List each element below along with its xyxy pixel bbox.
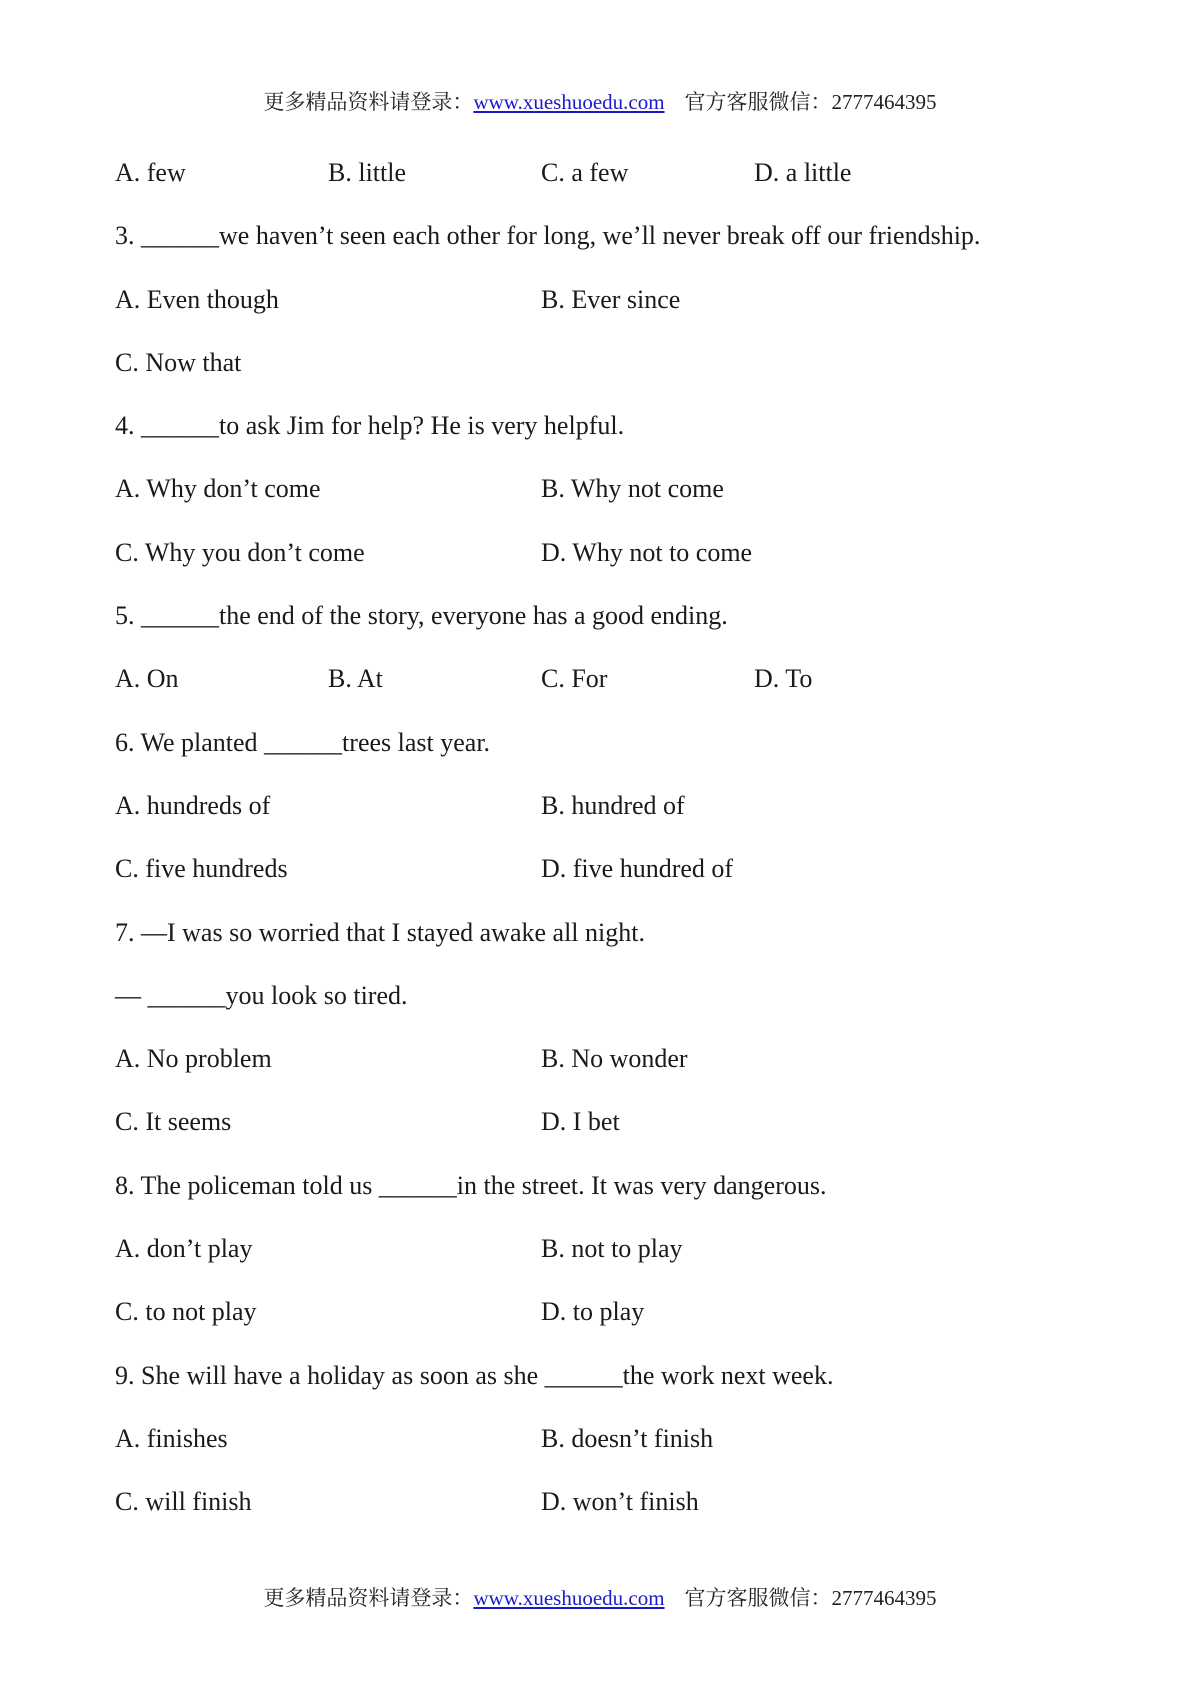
option: A. finishes — [115, 1423, 228, 1453]
option: C. a few — [541, 158, 629, 187]
q7-options-row2 — [115, 1104, 1115, 1167]
footer-service: 官方客服微信：2777464395 — [684, 1586, 937, 1610]
option: D. I bet — [541, 1107, 620, 1137]
option: B. little — [328, 158, 406, 187]
option: B. Ever since — [541, 284, 681, 314]
option: C. It seems — [115, 1107, 232, 1137]
q4-options-row2 — [115, 535, 1115, 598]
q9-options-row1 — [115, 1421, 1115, 1484]
option: A. No problem — [115, 1044, 272, 1074]
option: D. five hundred of — [541, 854, 734, 884]
option: C. five hundreds — [115, 854, 288, 884]
q5-options — [115, 661, 1115, 724]
q4-stem: 4. ______to ask Jim for help? He is very helpful. — [115, 411, 625, 441]
option: A. few — [115, 158, 186, 187]
option: C. Now that — [115, 347, 242, 377]
footer-website-link[interactable]: www.xueshuoedu.com — [473, 1586, 665, 1610]
q7-options-row1 — [115, 1041, 1115, 1104]
option: B. No wonder — [541, 1044, 688, 1074]
option: B. Why not come — [541, 474, 724, 504]
footer-prefix: 更多精品资料请登录： — [263, 1586, 474, 1610]
header-service: 官方客服微信：2777464395 — [684, 90, 937, 114]
q8-options-row1 — [115, 1231, 1115, 1294]
q7-stem: 7. —I was so worried that I stayed awake all night. — [115, 917, 645, 947]
page-footer — [0, 1582, 1200, 1612]
option: A. hundreds of — [115, 790, 271, 820]
header-website-link[interactable]: www.xueshuoedu.com — [473, 90, 665, 114]
q9-stem: 9. She will have a holiday as soon as she ______the work next week. — [115, 1360, 834, 1390]
option: A. don’t play — [115, 1234, 253, 1264]
q9-options-row2 — [115, 1484, 1115, 1547]
q4-options-row1 — [115, 471, 1115, 534]
q3-options-row2 — [115, 345, 1115, 408]
option: B. doesn’t finish — [541, 1423, 714, 1453]
option: D. To — [754, 664, 813, 694]
header-prefix: 更多精品资料请登录： — [263, 90, 474, 114]
option: C. For — [541, 664, 608, 694]
q7-reply: — ______you look so tired. — [115, 980, 408, 1010]
option: D. to play — [541, 1297, 645, 1327]
q5-stem: 5. ______the end of the story, everyone has a good ending. — [115, 601, 728, 631]
q3-options-row1 — [115, 282, 1115, 345]
option: C. will finish — [115, 1487, 252, 1517]
q6-options-row1 — [115, 788, 1115, 851]
q6-options-row2 — [115, 851, 1115, 914]
option: B. not to play — [541, 1234, 683, 1264]
option: D. a little — [754, 158, 852, 187]
option: B. hundred of — [541, 790, 685, 820]
option: C. Why you don’t come — [115, 537, 365, 567]
q6-stem: 6. We planted ______trees last year. — [115, 727, 491, 757]
option: A. On — [115, 664, 179, 694]
option: D. Why not to come — [541, 537, 753, 567]
option: D. won’t finish — [541, 1487, 699, 1517]
question-list — [115, 155, 1115, 1548]
option: A. Even though — [115, 284, 279, 314]
q3-stem: 3. ______we haven’t seen each other for long, we’ll never break off our friendship. — [115, 221, 981, 251]
page-header — [0, 86, 1200, 116]
q8-options-row2 — [115, 1294, 1115, 1357]
option: C. to not play — [115, 1297, 257, 1327]
option: B. At — [328, 664, 383, 694]
q8-stem: 8. The policeman told us ______in the street. It was very dangerous. — [115, 1170, 827, 1200]
q2-options — [115, 155, 1115, 218]
option: A. Why don’t come — [115, 474, 321, 504]
